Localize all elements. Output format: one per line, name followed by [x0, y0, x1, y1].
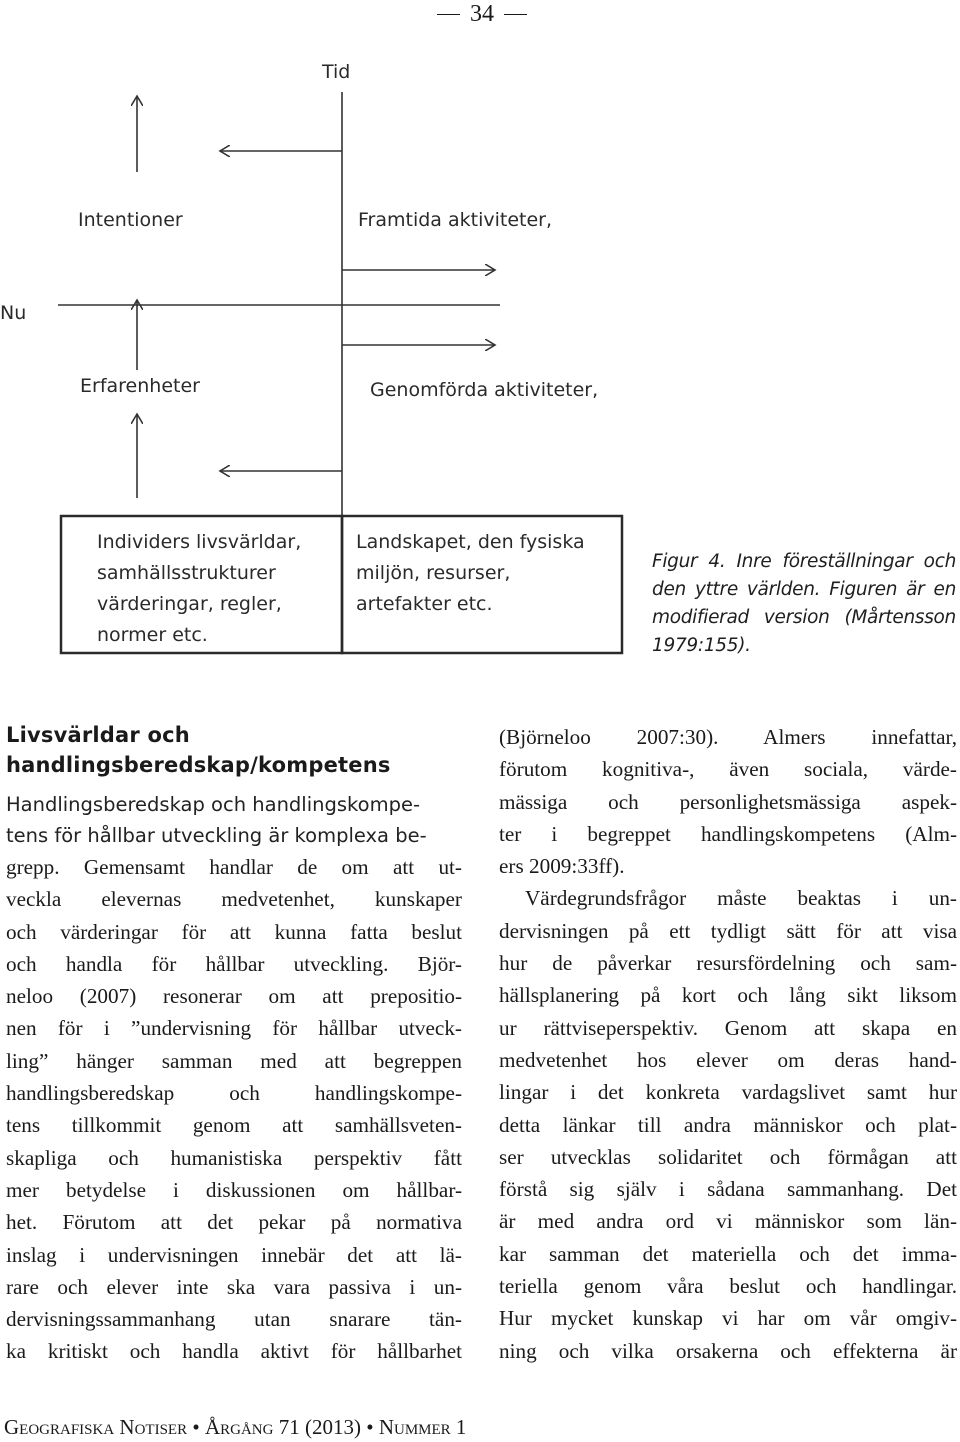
lede-line: Handlingsberedskap och handlingskompe-: [6, 793, 420, 816]
body-line: och handla för hållbar utveckling. Björ-: [6, 951, 462, 976]
page-number-dash-left: [437, 14, 460, 15]
caption-line: modifierad version (Mårtensson: [652, 607, 956, 628]
intentions-label: Intentioner: [78, 209, 183, 231]
experiences-label: Erfarenheter: [80, 375, 200, 397]
body-line: ka kritiskt och handla aktivt för hållbarhet: [6, 1339, 462, 1364]
left-column: [6, 851, 462, 1368]
body-line: ning och vilka orsakerna och effekterna är: [499, 1338, 957, 1363]
body-line: ling” hänger samman med att begreppen: [6, 1048, 462, 1073]
heading-line: Livsvärldar och: [6, 723, 190, 747]
body-line: (Björneloo 2007:30). Almers innefattar,: [499, 725, 957, 749]
footer-volume-word: Årgång: [204, 1415, 274, 1439]
body-line: rare och elever inte ska vara passiva i un-: [6, 1274, 462, 1299]
right-column: [499, 721, 957, 1367]
body-line: är med andra ord vi människor som län-: [499, 1209, 957, 1234]
body-line: grepp. Gemensamt handlar de om att ut-: [6, 855, 462, 879]
future-activities-label: Framtida aktiviteter,: [358, 209, 553, 231]
body-line: neloo (2007) resonerar om att prepositio-: [6, 984, 462, 1009]
box-left-text: [97, 527, 301, 651]
footer-separator: •: [366, 1415, 374, 1439]
running-footer: [4, 1413, 604, 1441]
body-line: tens tillkommit genom att samhällsveten-: [6, 1113, 462, 1138]
box-right-text: [356, 527, 585, 620]
body-line: lingar i det konkreta vardagslivet samt hur: [499, 1080, 957, 1105]
caption-line: Figur 4. Inre föreställningar och: [652, 551, 956, 572]
page-number-dash-right: [504, 14, 527, 15]
box-right-line: artefakter etc.: [356, 593, 493, 615]
body-line: hur de påverkar resursfördelning och sam-: [499, 951, 957, 976]
body-line: kar samman det materiella och det imma-: [499, 1241, 957, 1266]
body-line: detta länkar till andra människor och plat-: [499, 1112, 957, 1137]
caption-line: den yttre världen. Figuren är en: [652, 579, 956, 600]
figure-diagram: [0, 40, 640, 665]
body-line: ter i begreppet handlingskompetens (Alm-: [499, 821, 957, 846]
body-line: förstå sig själv i sådana sammanhang. Det: [499, 1177, 957, 1202]
footer-journal: Geografiska Notiser: [4, 1415, 188, 1439]
footer-issue-word: Nummer: [378, 1415, 451, 1439]
caption-line: 1979:155).: [652, 635, 751, 656]
footer-separator: •: [192, 1415, 200, 1439]
page-number-text: 34: [470, 0, 494, 27]
figure-caption: [652, 548, 956, 660]
body-line: handlingsberedskap och handlingskompe-: [6, 1081, 462, 1106]
heading-line: handlingsberedskap/kompetens: [6, 753, 391, 777]
body-line: skapliga och humanistiska perspektiv fått: [6, 1145, 462, 1170]
box-left-line: samhällsstrukturer: [97, 562, 276, 584]
body-line: förutom kognitiva-, även sociala, värde-: [499, 757, 957, 782]
body-line: Hur mycket kunskap vi har om vår omgiv-: [499, 1306, 957, 1331]
body-line: och värderingar för att kunna fatta beslut: [6, 919, 462, 944]
section-lede: [6, 789, 462, 851]
section-heading: [6, 720, 466, 780]
body-line: mer betydelse i diskussionen om hållbar-: [6, 1177, 462, 1202]
body-line: medvetenhet hos elever om deras hand-: [499, 1047, 957, 1072]
box-left-line: normer etc.: [97, 624, 208, 646]
box-left-line: värderingar, regler,: [97, 593, 282, 615]
body-line: het. Förutom att det pekar på normativa: [6, 1210, 462, 1235]
body-line: ser utvecklas solidaritet och förmågan att: [499, 1144, 957, 1169]
body-line: dervisningen på ett tydligt sätt för att visa: [499, 918, 957, 943]
body-line: ur rättviseperspektiv. Genom att skapa en: [499, 1015, 957, 1040]
box-left-line: Individers livsvärldar,: [97, 531, 302, 553]
now-label: Nu: [0, 302, 27, 324]
footer-issue: 1: [455, 1415, 467, 1439]
body-line: ers 2009:33ff).: [499, 854, 625, 879]
body-line: mässiga och personlighetsmässiga aspek-: [499, 789, 957, 814]
body-line: hällsplanering på kort och lång sikt liksom: [499, 983, 957, 1008]
body-line: teriella genom våra beslut och handlingar.: [499, 1274, 957, 1299]
lede-line: tens för hållbar utveckling är komplexa be-: [6, 824, 427, 847]
time-axis-label: Tid: [322, 61, 351, 83]
body-line: dervisningssammanhang utan snarare tän-: [6, 1307, 462, 1332]
body-line: veckla elevernas medvetenhet, kunskaper: [6, 887, 462, 912]
body-line: nen för i ”undervisning för hållbar utveck-: [6, 1016, 462, 1041]
box-right-line: Landskapet, den fysiska: [356, 531, 585, 553]
box-right-line: miljön, resurser,: [356, 562, 511, 584]
footer-volume: 71 (2013): [278, 1415, 361, 1439]
completed-activities-label: Genomförda aktiviteter,: [370, 379, 599, 401]
body-line: inslag i undervisningen innebär det att lä-: [6, 1242, 462, 1267]
body-line: Värdegrundsfrågor måste beaktas i un-: [525, 886, 957, 911]
page-number: [437, 0, 527, 28]
